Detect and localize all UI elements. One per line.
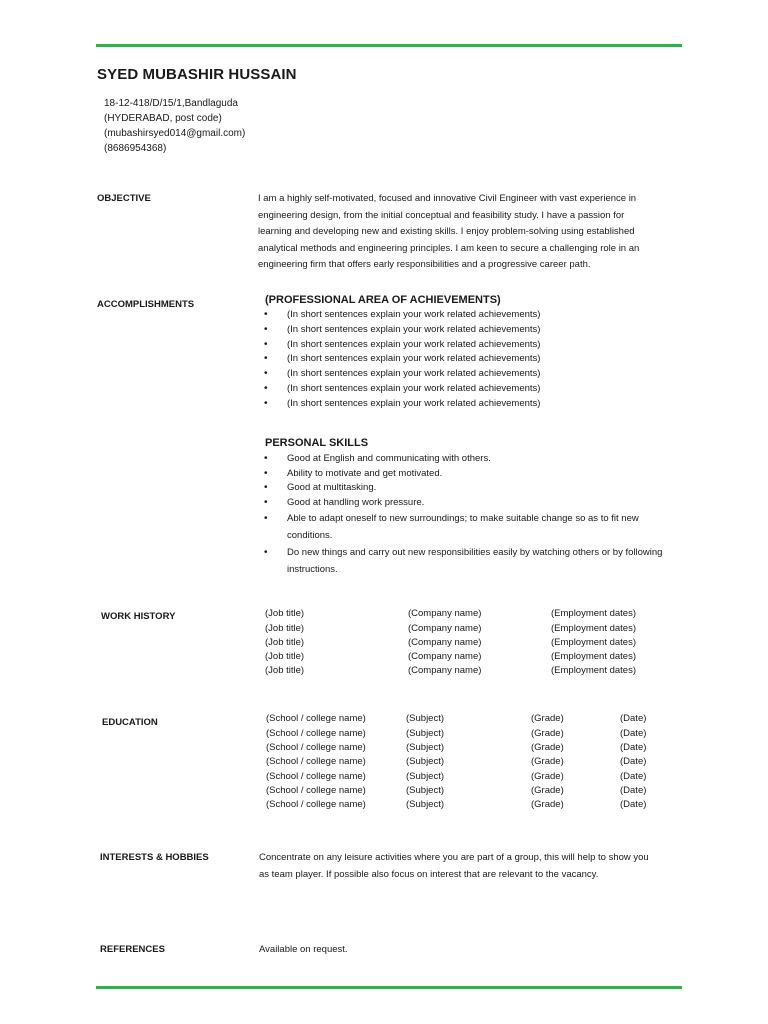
date: (Date) xyxy=(620,713,647,724)
job-title: (Job title) xyxy=(265,608,305,619)
subject: (Subject) xyxy=(406,756,445,767)
objective-line: engineering design, from the initial conceptual and feasibility study. I have a passion for xyxy=(258,209,625,221)
date: (Date) xyxy=(620,785,647,796)
accomplishments-list xyxy=(264,308,664,412)
objective-label: OBJECTIVE xyxy=(97,193,151,204)
employment-dates: (Employment dates) xyxy=(551,623,637,634)
objective-line: learning and developing new and existing skills. I enjoy problem-solving using established xyxy=(258,226,635,237)
personal-skills-list xyxy=(264,452,684,578)
grade: (Grade) xyxy=(531,785,564,796)
list-item: • (In short sentences explain your work related achievements) xyxy=(264,338,664,353)
work-history-label: WORK HISTORY xyxy=(101,611,176,622)
subject: (Subject) xyxy=(406,742,445,753)
interests-text xyxy=(259,850,699,883)
school-name: (School / college name) xyxy=(266,756,366,767)
interests-label: INTERESTS & HOBBIES xyxy=(100,852,209,863)
address-line-2: (HYDERABAD, post code) xyxy=(104,113,222,124)
contact-block xyxy=(104,96,245,156)
date: (Date) xyxy=(620,728,647,739)
accomplishments-heading: (PROFESSIONAL AREA OF ACHIEVEMENTS) xyxy=(265,294,501,306)
date: (Date) xyxy=(620,742,647,753)
list-item: • Good at English and communicating with others. xyxy=(264,452,684,467)
education-label: EDUCATION xyxy=(102,717,158,728)
top-rule xyxy=(96,44,682,47)
list-item: • (In short sentences explain your work related achievements) xyxy=(264,382,664,397)
company-name: (Company name) xyxy=(408,637,482,648)
company-name: (Company name) xyxy=(408,651,482,662)
grade: (Grade) xyxy=(531,799,564,810)
list-item: • (In short sentences explain your work related achievements) xyxy=(264,397,664,412)
employment-dates: (Employment dates) xyxy=(551,665,637,676)
accomplishments-label: ACCOMPLISHMENTS xyxy=(97,299,195,310)
address-line-1: 18-12-418/D/15/1,Bandlaguda xyxy=(104,98,238,109)
list-item: • Good at handling work pressure. xyxy=(264,496,684,511)
job-title: (Job title) xyxy=(265,651,305,662)
email: (mubashirsyed014@gmail.com) xyxy=(104,128,246,139)
objective-line: I am a highly self-motivated, focused and innovative Civil Engineer with vast experience in xyxy=(258,193,637,204)
grade: (Grade) xyxy=(531,728,564,739)
bottom-rule xyxy=(96,986,682,989)
objective-text xyxy=(258,191,688,274)
employment-dates: (Employment dates) xyxy=(551,608,637,619)
personal-skills-heading: PERSONAL SKILLS xyxy=(265,437,369,449)
grade: (Grade) xyxy=(531,742,564,753)
grade: (Grade) xyxy=(531,756,564,767)
list-item: • (In short sentences explain your work related achievements) xyxy=(264,308,664,323)
list-item: • (In short sentences explain your work related achievements) xyxy=(264,352,664,367)
school-name: (School / college name) xyxy=(266,728,366,739)
list-item: • (In short sentences explain your work related achievements) xyxy=(264,367,664,382)
grade: (Grade) xyxy=(531,713,564,724)
list-item: • Do new things and carry out new responsibilities easily by watching others or by following instructions. xyxy=(264,545,684,578)
list-item: • Able to adapt oneself to new surroundings; to make suitable change so as to fit new conditions. xyxy=(264,511,684,544)
subject: (Subject) xyxy=(406,713,445,724)
list-item: • Good at multitasking. xyxy=(264,481,684,496)
school-name: (School / college name) xyxy=(266,799,366,810)
candidate-name: SYED MUBASHIR HUSSAIN xyxy=(97,66,297,83)
job-title: (Job title) xyxy=(265,637,305,648)
references-label: REFERENCES xyxy=(100,944,165,955)
list-item: • (In short sentences explain your work related achievements) xyxy=(264,323,664,338)
date: (Date) xyxy=(620,756,647,767)
company-name: (Company name) xyxy=(408,665,482,676)
grade: (Grade) xyxy=(531,771,564,782)
date: (Date) xyxy=(620,771,647,782)
objective-line: engineering firm that offers early responsibilities and a progressive career path. xyxy=(258,259,591,270)
school-name: (School / college name) xyxy=(266,713,366,724)
job-title: (Job title) xyxy=(265,623,305,634)
objective-line: analytical methods and engineering principles. I am keen to secure a challenging role in an xyxy=(258,242,640,254)
references-text: Available on request. xyxy=(259,944,348,955)
interests-line: as team player. If possible also focus on interest that are relevant to the vacancy. xyxy=(259,868,599,880)
company-name: (Company name) xyxy=(408,608,482,619)
subject: (Subject) xyxy=(406,771,445,782)
employment-dates: (Employment dates) xyxy=(551,637,637,648)
subject: (Subject) xyxy=(406,728,445,739)
subject: (Subject) xyxy=(406,799,445,810)
date: (Date) xyxy=(620,799,647,810)
company-name: (Company name) xyxy=(408,623,482,634)
list-item: • Ability to motivate and get motivated. xyxy=(264,467,684,482)
phone: (8686954368) xyxy=(104,143,167,154)
school-name: (School / college name) xyxy=(266,771,366,782)
subject: (Subject) xyxy=(406,785,445,796)
interests-line: Concentrate on any leisure activities where you are part of a group, this will help to show you xyxy=(259,852,649,863)
school-name: (School / college name) xyxy=(266,785,366,796)
employment-dates: (Employment dates) xyxy=(551,651,637,662)
job-title: (Job title) xyxy=(265,665,305,676)
school-name: (School / college name) xyxy=(266,742,366,753)
